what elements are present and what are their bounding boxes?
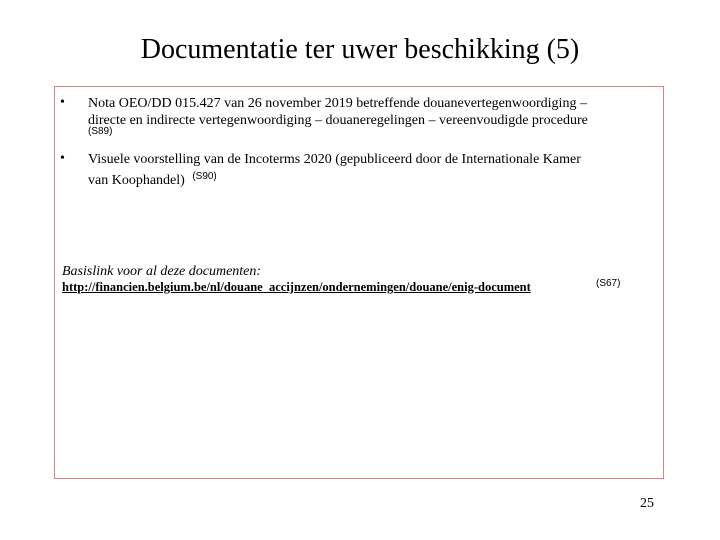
reference-tag: (S90) <box>192 171 217 182</box>
slide-title: Documentatie ter uwer beschikking (5) <box>140 34 580 65</box>
bullet-icon: • <box>60 95 65 110</box>
item-line-2: directe en indirecte vertegenwoordiging – douaneregelingen – vereenvoudigde procedure <box>88 113 588 128</box>
bullet-icon: • <box>60 151 65 166</box>
page-number: 25 <box>640 496 654 511</box>
item-line-2: van Koophandel) $^{(S90)}$ <box>88 171 217 188</box>
reference-tag: (S89) <box>88 126 113 137</box>
reference-tag: (S67) <box>596 278 621 289</box>
basis-link-label: Basislink voor al deze documenten: <box>62 264 262 279</box>
list-item <box>88 151 663 189</box>
list-item <box>88 95 663 129</box>
document-link[interactable]: http://financien.belgium.be/nl/douane_accijnzen/ondernemingen/douane/enig-document <box>62 280 531 294</box>
item-line-1: Visuele voorstelling van de Incoterms 2020 (gepubliceerd door de Internationale Kamer <box>88 152 581 167</box>
item-line-1: Nota OEO/DD 015.427 van 26 november 2019 betreffende douanevertegenwoordiging – <box>88 96 587 111</box>
